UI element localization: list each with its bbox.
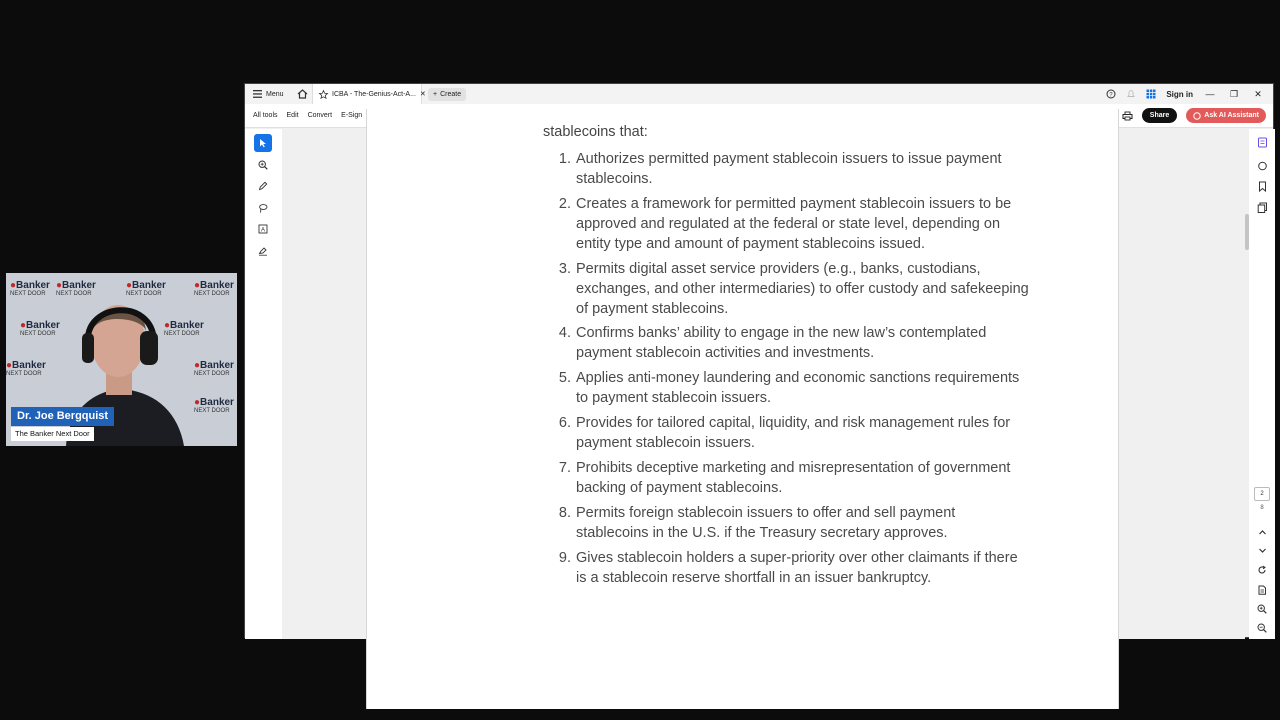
ai-assistant-button[interactable] [1186,108,1266,123]
bell-icon[interactable] [1126,89,1136,99]
list-item-line: Confirms banks’ ability to engage in the new law’s contemplated [576,325,987,341]
pages-panel-button[interactable] [1255,200,1269,214]
backdrop-logo: ●Banker NEXT DOOR [164,320,204,337]
show-name-badge: The Banker Next Door [11,427,94,441]
list-item-text [576,368,1061,408]
list-item-line: of payment stablecoins. [576,301,729,317]
list-item-number: 3. [558,261,571,277]
zoom-in-icon [258,160,268,170]
bookmark-icon [1257,181,1268,192]
list-item-line: Prohibits deceptive marketing and misrepresentation of government [576,460,1011,476]
backdrop-logo: ●Banker NEXT DOOR [6,360,46,377]
list-intro-text: stablecoins that: [543,124,648,140]
comment-bubble-icon [1257,161,1268,172]
zoom-in-icon [1257,604,1267,614]
apps-grid-icon[interactable] [1146,89,1156,99]
pen-icon [258,181,268,191]
menu-button[interactable] [253,90,291,98]
svg-text:A: A [261,227,266,234]
copy-pages-icon [1257,202,1268,213]
list-item-text [576,259,1061,319]
sign-tool[interactable] [254,242,272,260]
esign-menu[interactable]: E-Sign [341,112,363,119]
share-button[interactable]: Share [1142,108,1177,123]
list-item-line: Permits digital asset service providers (e.g., banks, custodians, [576,261,981,277]
bookmarks-panel-button[interactable] [1255,179,1269,193]
comments-panel-button[interactable] [1255,159,1269,173]
rotate-button[interactable] [1255,563,1269,577]
ai-assistant-label: Ask AI Assistant [1204,112,1259,119]
lasso-icon [258,203,268,213]
chevron-up-icon [1258,528,1267,537]
plus-icon: + [433,90,438,98]
list-item-number: 8. [558,505,571,521]
list-item-number: 6. [558,415,571,431]
convert-menu[interactable]: Convert [307,112,333,119]
comment-tool[interactable] [254,177,272,195]
ai-sparkle-icon [1193,112,1201,120]
tab-title: ICBA - The-Genius-Act-A... [332,90,416,98]
right-tool-rail [1249,129,1275,639]
document-icon [1257,585,1267,595]
zoom-out-button[interactable] [1255,621,1269,635]
backdrop-logo: ●Banker NEXT DOOR [194,280,234,297]
total-pages: 8 [1260,505,1264,511]
list-item-line: entity type and amount of payment stablecoins issued. [576,236,926,252]
list-item-line: stablecoins. [576,171,653,187]
signature-icon [258,246,268,256]
text-box-icon [258,224,268,234]
backdrop-logo: ●Banker NEXT DOOR [126,280,166,297]
list-item-text [576,503,1061,543]
list-item-line: exchanges, and other intermediaries) to offer custody and safekeeping [576,281,1029,297]
all-tools-menu[interactable]: All tools [253,112,278,119]
create-label: Create [440,90,462,98]
refresh-icon [1257,565,1267,575]
edit-menu[interactable]: Edit [286,112,299,119]
list-item-line: payment stablecoin activities and investments. [576,345,875,361]
select-tool[interactable] [254,134,272,152]
hamburger-icon [253,90,262,98]
list-item-number: 1. [558,151,571,167]
list-item-text [576,458,1061,498]
backdrop-logo: ●Banker NEXT DOOR [194,397,234,414]
chevron-down-icon [1258,546,1267,555]
list-item-line: Authorizes permitted payment stablecoin issuers to issue payment [576,151,1002,167]
cursor-icon [258,138,268,148]
list-item-line: Gives stablecoin holders a super-priority over other claimants if there [576,550,1018,566]
list-item-line: Applies anti-money laundering and economic sanctions requirements [576,370,1020,386]
list-item-text [576,548,1061,588]
list-item-text [576,149,1061,189]
list-item-line: approved and regulated at the federal or state level, depending on [576,216,1001,232]
presenter-name-badge: Dr. Joe Bergquist [11,407,114,426]
current-page-field[interactable]: 2 [1254,487,1270,501]
list-item-line: Permits foreign stablecoin issuers to offer and sell payment [576,505,956,521]
acrobat-window [244,83,1274,638]
list-item-line: Creates a framework for permitted payment stablecoin issuers to be [576,196,1012,212]
backdrop-logo: ●Banker NEXT DOOR [56,280,96,297]
previous-page-button[interactable] [1255,525,1269,539]
home-button[interactable] [295,87,309,101]
list-item-number: 4. [558,325,571,341]
list-item-line: payment stablecoin issuers. [576,435,755,451]
zoom-in-button[interactable] [1255,602,1269,616]
quick-tools [254,134,272,263]
webcam-overlay [6,273,237,446]
list-item-number: 5. [558,370,571,386]
text-tool[interactable] [254,220,272,238]
list-item-line: Provides for tailored capital, liquidity, and risk management rules for [576,415,1011,431]
zoom-out-icon [1257,623,1267,633]
page-display-button[interactable] [1255,583,1269,597]
list-item-text [576,413,1061,453]
create-button[interactable] [428,88,466,101]
home-icon [297,89,308,99]
document-tab[interactable] [312,84,426,104]
help-icon[interactable] [1106,89,1116,99]
pdf-page [366,109,1119,709]
backdrop-logo: ●Banker NEXT DOOR [20,320,60,337]
list-item-text [576,194,1061,254]
sign-in-button[interactable]: Sign in [1166,89,1193,99]
list-item-line: is a stablecoin reserve shortfall in an issuer bankruptcy. [576,570,932,586]
list-item-text [576,323,1061,363]
ai-panel-button[interactable] [1255,135,1269,149]
list-item-number: 2. [558,196,571,212]
minimize-icon[interactable]: — [1205,89,1215,99]
close-tab-icon[interactable]: ✕ [419,91,426,98]
title-bar [245,84,1273,104]
next-page-button[interactable] [1255,543,1269,557]
list-item-line: stablecoins in the U.S. if the Treasury secretary approves. [576,525,948,541]
backdrop-logo: ●Banker NEXT DOOR [10,280,50,297]
title-bar-right [1106,89,1265,100]
maximize-icon[interactable]: ❐ [1229,88,1239,99]
close-window-icon[interactable]: ✕ [1254,88,1262,99]
svg-text:?: ? [1109,92,1113,99]
draw-tool[interactable] [254,199,272,217]
backdrop-logo: ●Banker NEXT DOOR [194,360,234,377]
print-icon[interactable] [1122,111,1133,121]
document-viewport[interactable] [282,124,1245,639]
list-item-number: 9. [558,550,571,566]
list-item-number: 7. [558,460,571,476]
star-icon[interactable] [319,90,328,99]
list-item-line: to payment stablecoin issuers. [576,390,772,406]
list-item-line: backing of payment stablecoins. [576,480,783,496]
ai-document-icon [1257,137,1268,148]
menu-label: Menu [266,90,284,98]
zoom-tool[interactable] [254,156,272,174]
